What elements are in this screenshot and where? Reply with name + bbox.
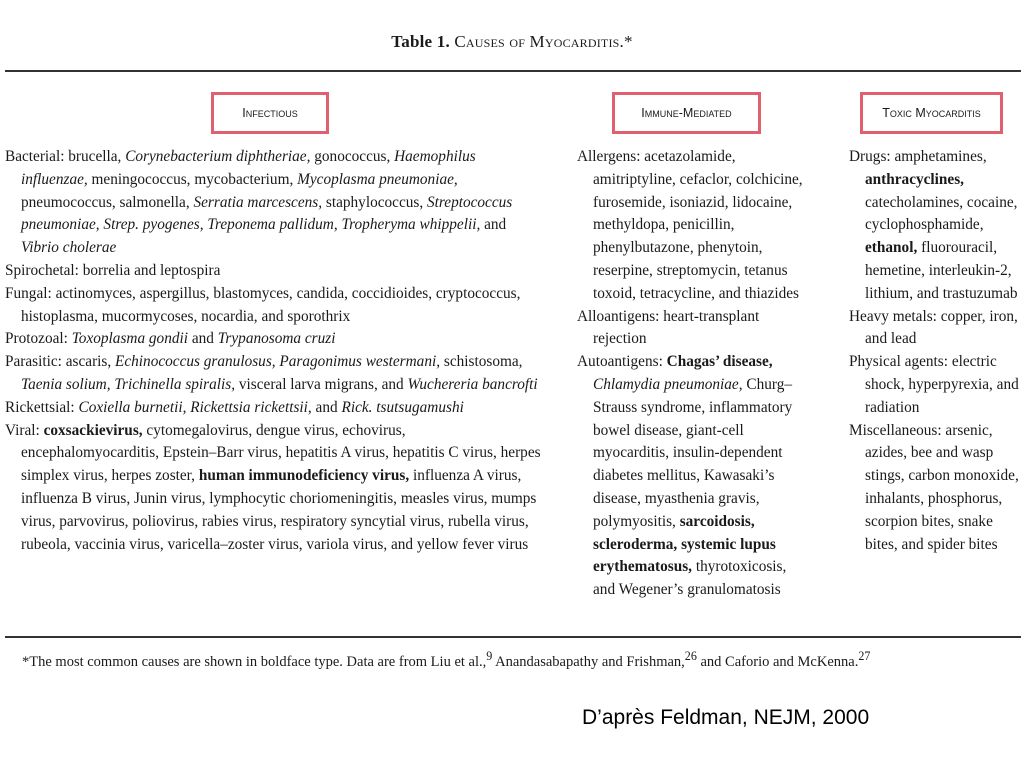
reference-9: 9 [486,649,493,663]
heavy-metal-causes: Heavy metals: copper, iron, and lead [849,307,1018,348]
autoantigen-causes: Autoantigens: Chagas’ disease, Chlamydia pneumoniae, Churg–Strauss syndrome, inflammatory bowel disease, giant-cell myocarditis, insulin-dependent diabetes mellitus, Kawasaki’s disease, myasthenia gravis, polymyositis, sarcoidosis, scleroderma, systemic lupus erythematosus, thyrotoxicosis, and Wegener’s granulomatosis [577,353,793,599]
table-caption: Causes of Myocarditis.* [454,32,633,51]
bottom-rule [5,636,1021,638]
reference-26: 26 [684,649,697,663]
source-credit: D’après Feldman, NEJM, 2000 [582,706,870,729]
infectious-column [5,146,541,556]
viral-causes: Viral: coxsackievirus, cytomegalovirus, dengue virus, echovirus, encephalomyocarditis, Epstein–Barr virus, hepatitis A virus, hepatitis C virus, herpes simplex virus, herpes zoster, human immunodeficiency virus, influenza A virus, influenza B virus, Junin virus, lymphocytic choriomeningitis, measles virus, mumps virus, parvovirus, poliovirus, rabies virus, respiratory syncytial virus, rubella virus, rubeola, vaccinia virus, varicella–zoster virus, variola virus, and yellow fever virus [5,421,541,553]
protozoal-causes: Protozoal: Toxoplasma gondii and Trypanosoma cruzi [5,330,336,348]
fungal-causes: Fungal: actinomyces, aspergillus, blastomyces, candida, coccidioides, cryptococcus, histoplasma, mucormycoses, nocardia, and sporothrix [5,284,521,325]
bacterial-causes: Bacterial: brucella, Corynebacterium diphtheriae, gonococcus, Haemophilus influenzae, meningococcus, mycobacterium, Mycoplasma pneumoniae, pneumococcus, salmonella, Serratia marcescens, staphylococcus, Streptococcus pneumoniae, Strep. pyogenes, Treponema pallidum, Tropheryma whippelii, and Vibrio cholerae [5,148,513,257]
header-immune-mediated: Immune-Mediated [612,92,761,134]
drug-causes: Drugs: amphetamines, anthracyclines, catecholamines, cocaine, cyclophosphamide, ethanol, fluorouracil, hemetine, interleukin-2, lithium, and trastuzumab [849,148,1018,302]
miscellaneous-causes: Miscellaneous: arsenic, azides, bee and wasp stings, carbon monoxide, inhalants, phosphorus, scorpion bites, snake bites, and spider bites [849,421,1019,553]
top-rule [5,70,1021,72]
physical-agent-causes: Physical agents: electric shock, hyperpyrexia, and radiation [849,353,1019,416]
table-number: Table 1. [391,32,450,51]
table-footnote: *The most common causes are shown in boldface type. Data are from Liu et al.,$^9$ Anandasabapathy and Frishman,$^{26}$ and Caforio and McKenna.$^{27}$ [22,649,871,670]
toxic-myocarditis-column [849,146,1021,556]
reference-27: 27 [858,649,871,663]
parasitic-causes: Parasitic: ascaris, Echinococcus granulosus, Paragonimus westermani, schistosoma, Taenia solium, Trichinella spiralis, visceral larva migrans, and Wuchereria bancrofti [5,353,538,393]
immune-mediated-column [577,146,805,602]
alloantigen-causes: Alloantigens: heart-transplant rejection [577,307,760,348]
header-infectious: Infectious [211,92,329,134]
spirochetal-causes: Spirochetal: borrelia and leptospira [5,261,221,279]
header-toxic-myocarditis: Toxic Myocarditis [860,92,1003,134]
allergen-causes: Allergens: acetazolamide, amitriptyline, cefaclor, colchicine, furosemide, isoniazid, lidocaine, methyldopa, penicillin, phenylbutazone, phenytoin, reserpine, streptomycin, tetanus toxoid, tetracycline, and thiazides [577,148,803,302]
rickettsial-causes: Rickettsial: Coxiella burnetii, Rickettsia rickettsii, and Rick. tsutsugamushi [5,398,464,416]
table-title [0,32,1024,52]
